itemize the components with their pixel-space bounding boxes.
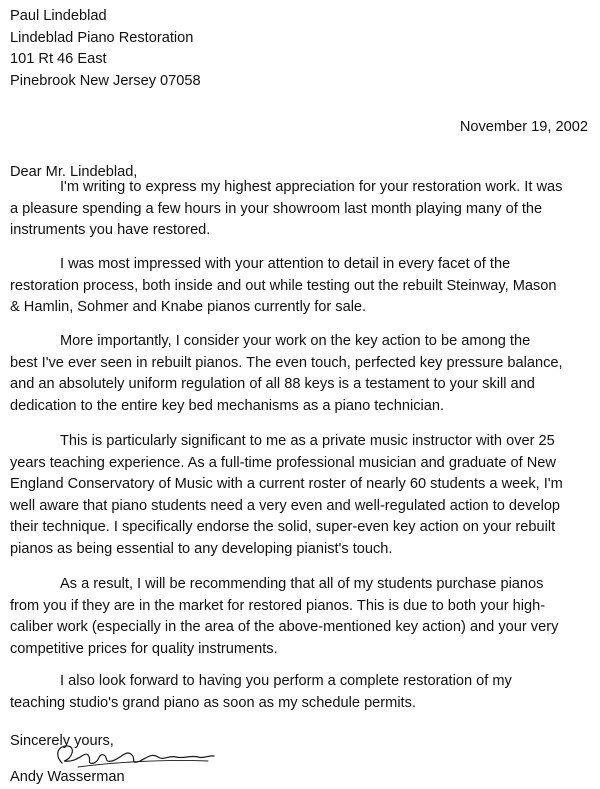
paragraph-line: their technique. I specifically endorse the solid, super-even key action on your rebuilt: [10, 519, 556, 535]
paragraph-line: As a result, I will be recommending that all of my students purchase pianos: [60, 576, 544, 592]
paragraph-line: teaching studio's grand piano as soon as my schedule permits.: [10, 694, 416, 711]
paragraph-line: I was most impressed with your attention to detail in every facet of the: [60, 256, 511, 272]
paragraph-line: competitive prices for quality instruments.: [10, 640, 278, 657]
paragraph-2: [10, 254, 598, 319]
paragraph-line: caliber work (especially in the area of the above-mentioned key action) and your very: [10, 619, 559, 635]
closing: Sincerely yours,: [10, 733, 114, 749]
paragraph-1: [10, 177, 598, 242]
paragraph-line: This is particularly significant to me as a private music instructor with over 25: [60, 433, 555, 449]
paragraph-line: instruments you have restored.: [10, 222, 211, 238]
paragraph-line: restoration process, both inside and out while testing out the rebuilt Steinway, Mason: [10, 277, 557, 294]
paragraph-line: a pleasure spending a few hours in your showroom last month playing many of the: [10, 200, 543, 217]
paragraph-6: [10, 671, 598, 714]
paragraph-line: years teaching experience. As a full-time professional musician and graduate of New: [10, 454, 556, 471]
paragraph-line: and an absolutely uniform regulation of all 88 keys is a testament to your skill and: [10, 376, 535, 392]
paragraph-line: pianos as being essential to any developing pianist's touch.: [10, 540, 393, 557]
paragraph-line: well aware that piano students need a very even and well-regulated action to develop: [10, 497, 561, 514]
sender-street: 101 Rt 46 East: [10, 51, 107, 67]
sender-company: Lindeblad Piano Restoration: [10, 29, 194, 46]
paragraph-3: [10, 331, 598, 417]
paragraph-line: I'm writing to express my highest appreciation for your restoration work. It was: [60, 179, 563, 195]
paragraph-4: [10, 431, 598, 560]
signer-name: Andy Wasserman: [10, 769, 125, 785]
paragraph-line: & Hamlin, Sohmer and Knabe pianos currently for sale.: [10, 299, 367, 315]
paragraph-line: best I've ever seen in rebuilt pianos. The even touch, perfected key pressure balance,: [10, 354, 563, 371]
salutation: Dear Mr. Lindeblad,: [10, 164, 138, 180]
paragraph-5: [10, 574, 598, 660]
sender-address-block: [10, 6, 590, 92]
paragraph-line: I also look forward to having you perform a complete restoration of my: [60, 673, 512, 689]
paragraph-line: from you if they are in the market for restored pianos. This is due to both your high-: [10, 597, 546, 614]
letter-date: November 19, 2002: [459, 119, 588, 135]
sender-name: Paul Lindeblad: [10, 8, 107, 24]
paragraph-line: More importantly, I consider your work on the key action to be among the: [60, 333, 531, 349]
paragraph-line: England Conservatory of Music with a current roster of nearly 60 students a week, I'm: [10, 476, 563, 492]
sender-city-state-zip: Pinebrook New Jersey 07058: [10, 72, 201, 89]
paragraph-line: dedication to the entire key bed mechanisms as a piano technician.: [10, 397, 445, 414]
